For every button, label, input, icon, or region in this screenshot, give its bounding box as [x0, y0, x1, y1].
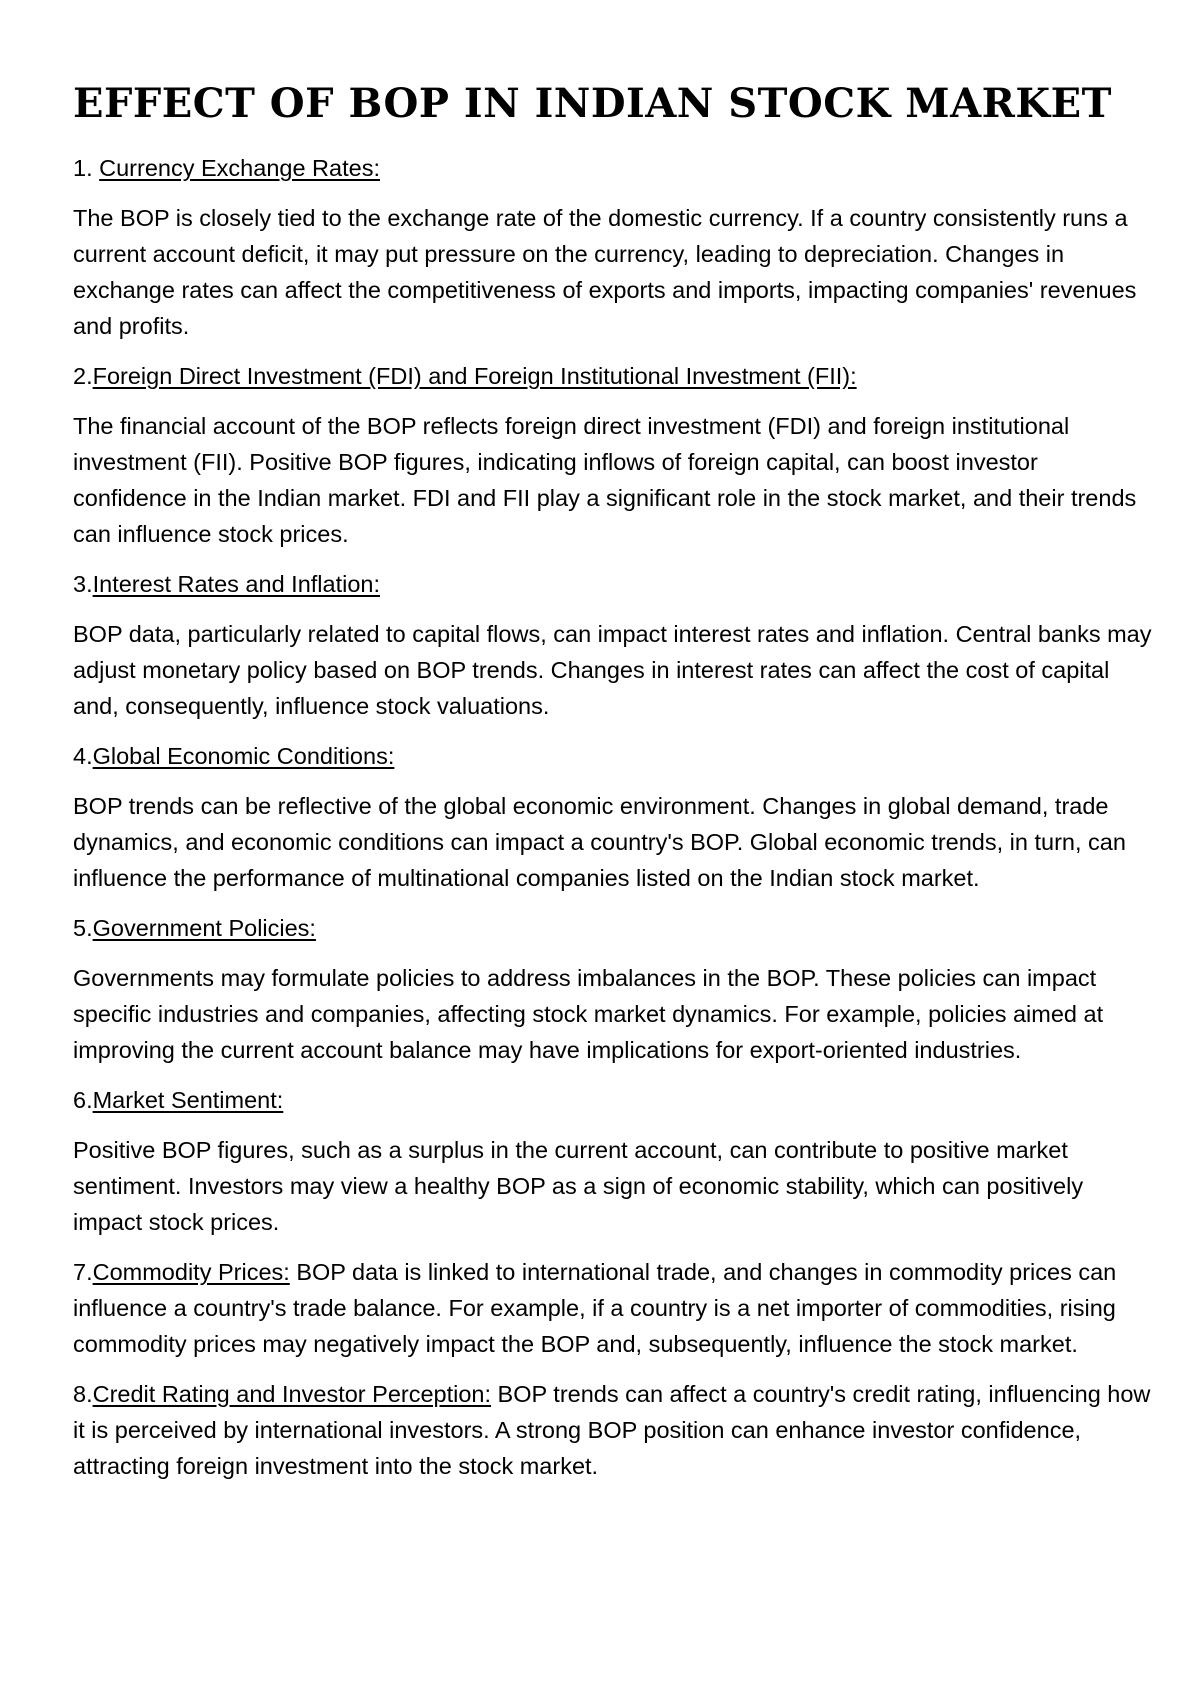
- section-number: 1.: [73, 155, 100, 181]
- section-inline-text: BOP data is linked to international trade, and changes in commodity prices can influence a country's trade balance. For example, if a country is a net importer of commodities, rising commodity prices may negatively impact the BOP and, subsequently, influence the stock market.: [73, 1259, 1117, 1357]
- section-heading: [73, 910, 1153, 946]
- section-body: Positive BOP figures, such as a surplus in the current account, can contribute to positive market sentiment. Investors may view a healthy BOP as a sign of economic stability, which can positively impact stock prices.: [73, 1137, 1084, 1235]
- section-number: 3.: [73, 571, 93, 597]
- document-title: EFFECT OF BOP IN INDIAN STOCK MARKET: [73, 80, 1112, 127]
- section-body: BOP data, particularly related to capital flows, can impact interest rates and inflation. Central banks may adjust monetary policy based on BOP trends. Changes in interest rates can affect the cost of capital and, consequently, influence stock valuations.: [73, 621, 1152, 719]
- section-number: 4.: [73, 743, 93, 769]
- section-body: The BOP is closely tied to the exchange rate of the domestic currency. If a country consistently runs a current account deficit, it may put pressure on the currency, leading to depreciation. Changes in exchange rates can affect the competitiveness of exports and imports, impacting companies' revenues and profits.: [73, 205, 1137, 339]
- section-body: Governments may formulate policies to address imbalances in the BOP. These policies can impact specific industries and companies, affecting stock market dynamics. For example, policies aimed at improving the current account balance may have implications for export-oriented industries.: [73, 965, 1104, 1063]
- section-heading-label: Market Sentiment:: [92, 1087, 284, 1113]
- section-heading-label: Credit Rating and Investor Perception:: [92, 1381, 492, 1407]
- section-number: 7.: [73, 1259, 93, 1285]
- section-inline-text: BOP trends can affect a country's credit rating, influencing how it is perceived by international investors. A strong BOP position can enhance investor confidence, attracting foreign investment into the stock market.: [73, 1381, 1151, 1479]
- section-heading: [73, 150, 1153, 186]
- section-number: 6.: [73, 1087, 93, 1113]
- section-heading: [73, 358, 1153, 394]
- section-heading-label: Global Economic Conditions:: [92, 743, 395, 769]
- section-heading-label: Currency Exchange Rates:: [99, 155, 380, 181]
- section-body: The financial account of the BOP reflects foreign direct investment (FDI) and foreign institutional investment (FII). Positive BOP figures, indicating inflows of foreign capital, can boost investor confidence in the Indian market. FDI and FII play a significant role in the stock market, and their trends can influence stock prices.: [73, 413, 1137, 547]
- section-heading: [73, 1082, 1153, 1118]
- section-paragraph: [73, 1254, 1153, 1362]
- section-number: 2.: [73, 363, 93, 389]
- section-heading-label: Foreign Direct Investment (FDI) and Foreign Institutional Investment (FII):: [92, 363, 857, 389]
- document-page: [73, 78, 1153, 1498]
- section-number: 8.: [73, 1381, 93, 1407]
- section-number: 5.: [73, 915, 93, 941]
- section-heading: [73, 738, 1153, 774]
- section-heading: [73, 566, 1153, 602]
- section-heading-label: Commodity Prices:: [92, 1259, 290, 1285]
- section-paragraph: [73, 1376, 1153, 1484]
- section-body: BOP trends can be reflective of the global economic environment. Changes in global demand, trade dynamics, and economic conditions can impact a country's BOP. Global economic trends, in turn, can influence the performance of multinational companies listed on the Indian stock market.: [73, 793, 1126, 891]
- section-heading-label: Interest Rates and Inflation:: [92, 571, 381, 597]
- section-heading-label: Government Policies:: [92, 915, 316, 941]
